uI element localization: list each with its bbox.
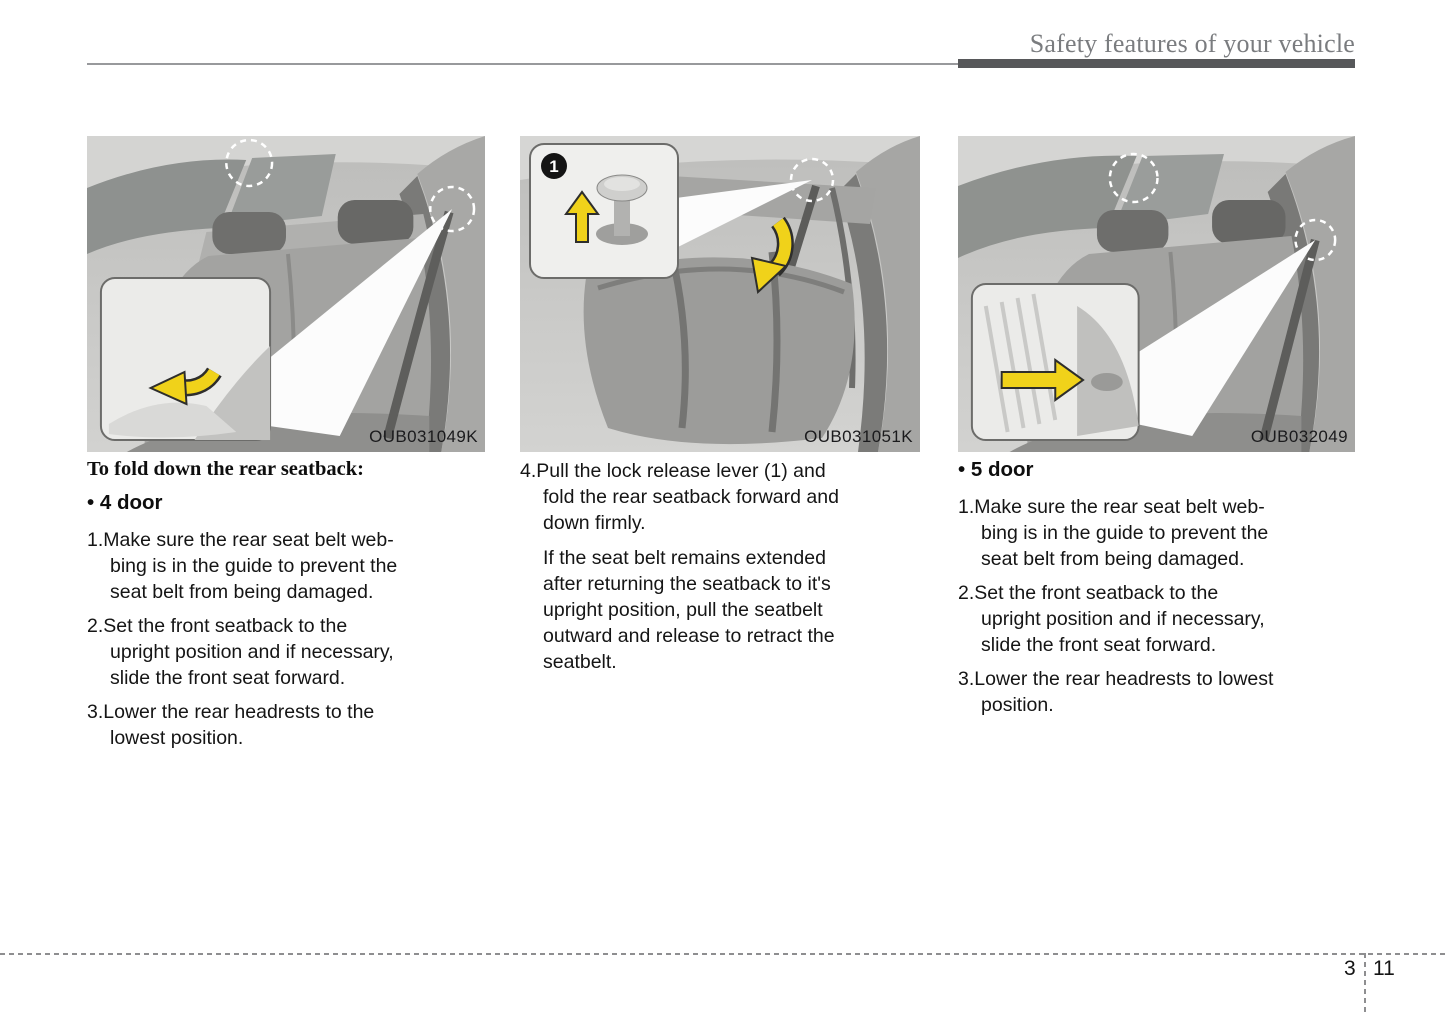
column-3-text xyxy=(958,458,1364,726)
folded-seatback xyxy=(584,257,855,444)
step-item: 4.Pull the lock release lever (1) and fold the rear seatback forward and down firmly. xyxy=(520,460,839,534)
headrest-left xyxy=(212,212,286,254)
rear-seat-photo-folded xyxy=(520,136,920,452)
step-item: 3.Lower the rear headrests to lowest position. xyxy=(958,668,1274,716)
figure-lock-release xyxy=(520,136,920,452)
figure-4door-fold xyxy=(87,136,485,452)
inset-slide-detail xyxy=(972,284,1139,440)
header-rule-thick xyxy=(958,59,1355,68)
note-paragraph: If the seat belt remains extended after returning the seatback to it's upright position, pull the seatbelt outward and release to retract the seatbelt. xyxy=(543,547,835,673)
door-label-5door: • 5 door xyxy=(958,458,1034,481)
inset-lock-release xyxy=(530,144,678,278)
footer-dashed-rule xyxy=(0,953,1445,955)
inset-fold-detail xyxy=(101,278,270,440)
column-1-text xyxy=(87,458,493,759)
page-title: Safety features of your vehicle xyxy=(1029,29,1355,58)
step-item: 2.Set the front seatback to the upright position and if necessary, slide the front seat forward. xyxy=(958,582,1265,656)
step-item: 1.Make sure the rear seat belt web- bing is in the guide to prevent the seat belt from being damaged. xyxy=(958,496,1269,570)
step-1-badge-number: 1 xyxy=(549,157,559,176)
footer-dashed-divider xyxy=(1364,953,1366,1012)
figure-5door xyxy=(958,136,1355,452)
header-rule-thin xyxy=(87,63,958,65)
figure-code: OUB031049K xyxy=(369,427,478,446)
chapter-number: 3 xyxy=(1344,957,1356,980)
rear-seat-photo-4door xyxy=(87,136,485,452)
door-label-4door: • 4 door xyxy=(87,491,163,514)
step-item: 1.Make sure the rear seat belt web- bing is in the guide to prevent the seat belt from being damaged. xyxy=(87,529,398,603)
figure-code: OUB031051K xyxy=(804,427,913,446)
headrest-right xyxy=(338,200,414,244)
figure-code: OUB032049 xyxy=(1250,427,1348,446)
step-item: 2.Set the front seatback to the upright position and if necessary, slide the front seat forward. xyxy=(87,615,394,689)
column-2-text xyxy=(520,458,932,675)
headrest-right xyxy=(1212,200,1285,244)
headrest-left xyxy=(1097,210,1168,252)
rear-seat-photo-5door xyxy=(958,136,1355,452)
page-number: 11 xyxy=(1373,957,1395,980)
section-heading: To fold down the rear seatback: xyxy=(87,458,364,480)
step-item: 3.Lower the rear headrests to the lowest position. xyxy=(87,701,375,749)
